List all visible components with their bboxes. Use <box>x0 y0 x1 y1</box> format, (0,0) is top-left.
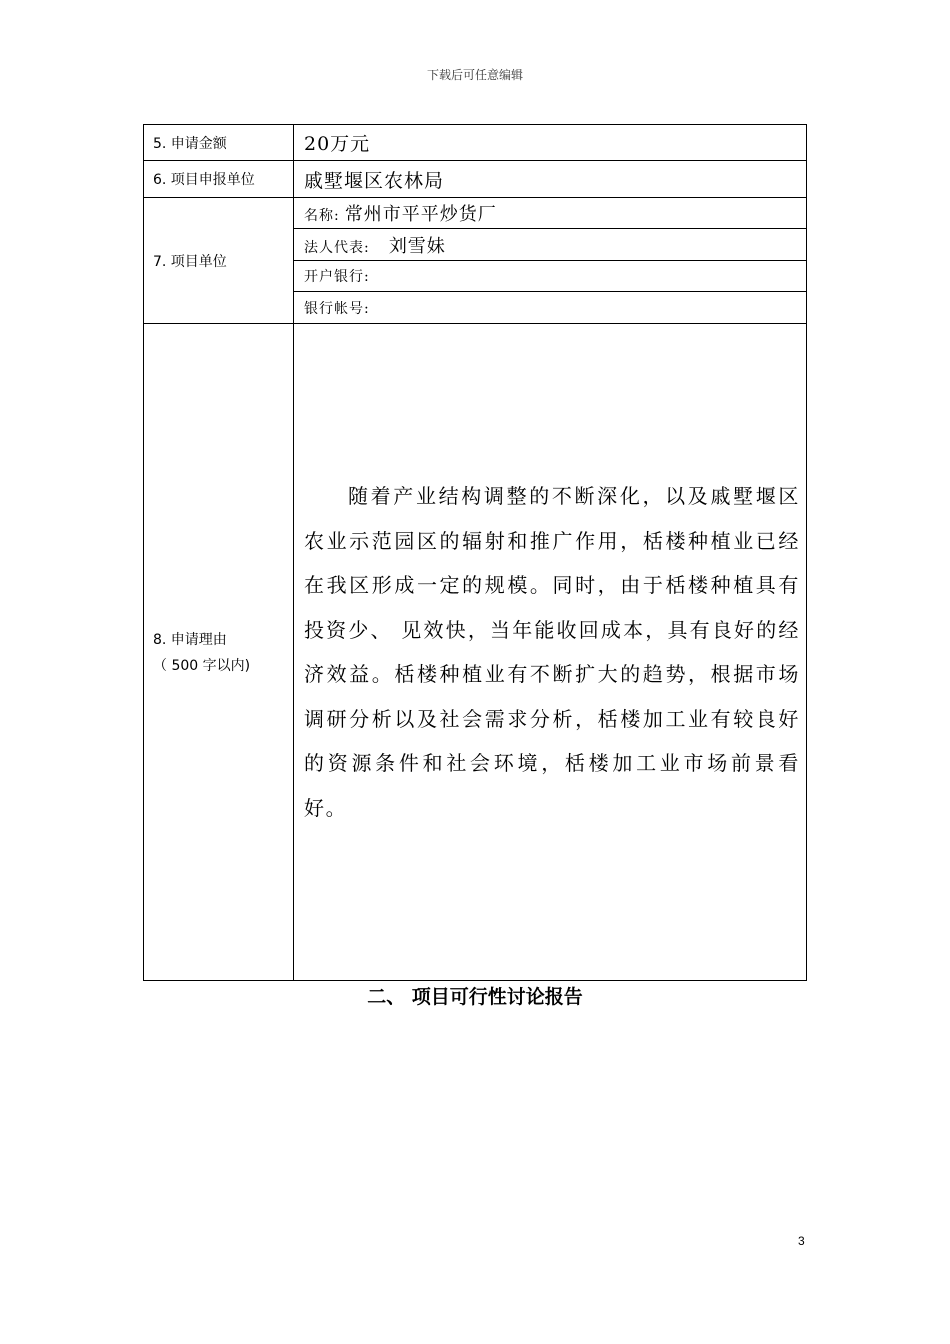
row-project-unit-name <box>144 198 807 229</box>
row-reason <box>144 324 807 981</box>
declaring-unit-label: 6. 项目申报单位 <box>144 161 294 198</box>
row-declaring-unit <box>144 161 807 198</box>
legal-rep-label: 法人代表: <box>304 239 370 256</box>
application-form-table <box>143 124 807 981</box>
bank-label: 开户银行: <box>294 261 807 292</box>
reason-label: 8. 申请理由 <box>153 632 227 648</box>
header-note: 下载后可任意编辑 <box>426 68 523 82</box>
reason-label-note: （ 500 字以内) <box>153 658 251 674</box>
project-unit-name-cell <box>294 198 807 229</box>
reason-text-cell <box>294 324 807 981</box>
section-title: 二、 项目可行性讨论报告 <box>367 986 583 1008</box>
reason-text: 随着产业结构调整的不断深化，以及戚墅堰区农业示范园区的辐射和推广作用，栝楼种植业已经在我区形成一定的规模。同时，由于栝楼种植具有投资少、 见效快，当年能收回成本，具有良好的经济效益。栝楼种植业有不断扩大的趋势，根据市场调研分析以及社会需求分析，栝楼加工业有较良好的资源条件和社会环境，栝楼加工业市场前景看好。 <box>304 484 800 820</box>
declaring-unit-value: 戚墅堰区农林局 <box>294 161 807 198</box>
amount-value: 20万元 <box>294 125 807 161</box>
legal-rep-cell <box>294 229 807 261</box>
row-amount <box>144 125 807 161</box>
reason-label-cell <box>144 324 294 981</box>
legal-rep-value: 刘雪妹 <box>388 235 446 257</box>
amount-label: 5. 申请金额 <box>144 125 294 161</box>
name-value: 常州市平平炒货厂 <box>344 204 497 225</box>
account-label: 银行帐号: <box>294 292 807 324</box>
project-unit-label: 7. 项目单位 <box>144 198 294 324</box>
name-label: 名称: <box>304 208 340 224</box>
page-number: 3 <box>798 1234 805 1248</box>
